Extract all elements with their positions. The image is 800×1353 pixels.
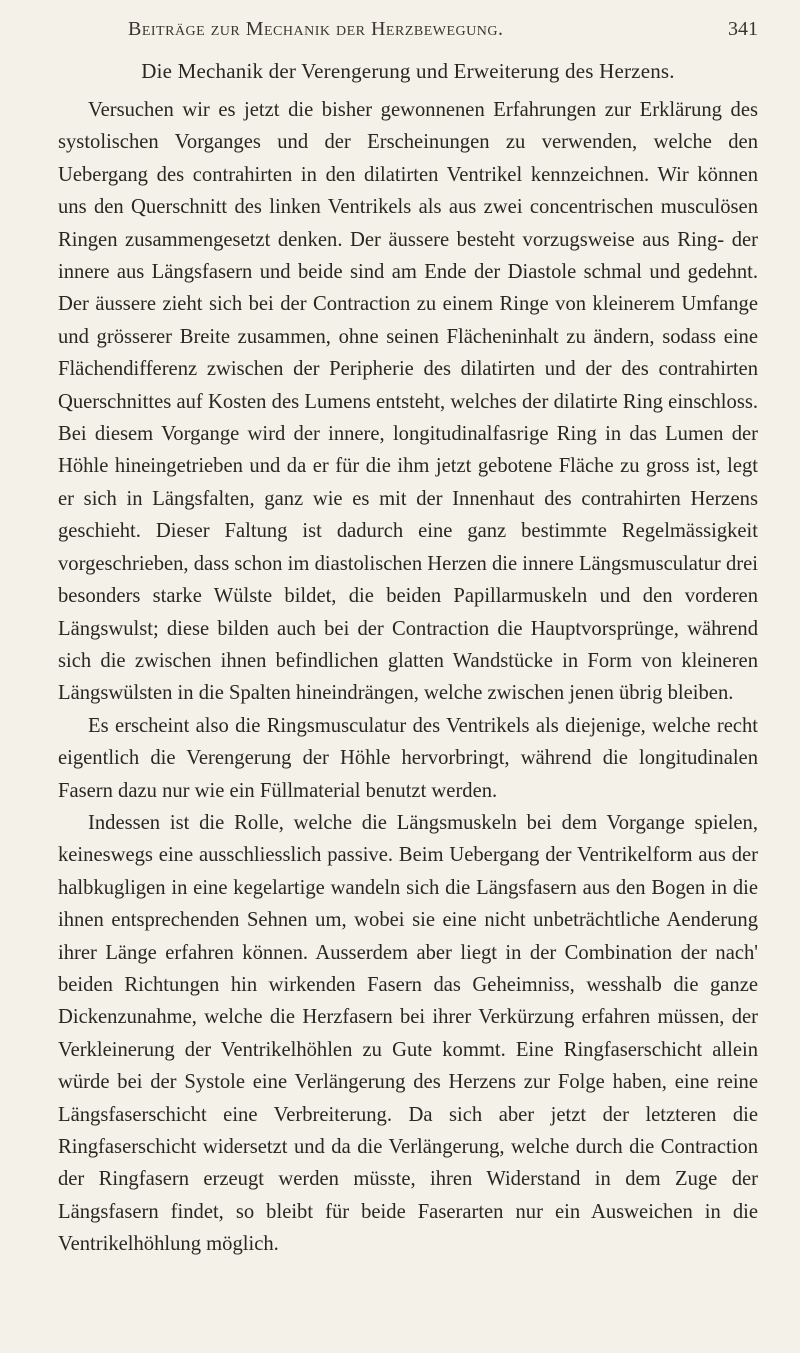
paragraph-3: Indessen ist die Rolle, welche die Längsmuskeln bei dem Vorgange spielen, keineswegs eine ausschliesslich passive. Beim Uebergang der Ventrikelform aus der halbkugligen in eine kegelartige wandeln sich die Längsfasern aus den Bogen in die ihnen entsprechenden Sehnen um, wobei sie eine nicht unbeträchtliche Aenderung ihrer Länge erfahren können. Ausserdem aber liegt in der Combination der nach' beiden Richtungen hin wirkenden Fasern das Geheimniss, wesshalb die ganze Dickenzunahme, welche die Herzfasern bei ihrer Verkürzung erfahren müssen, der Verkleinerung der Ventrikelhöhlen zu Gute kommt. Eine Ringfaserschicht allein würde bei der Systole eine Verlängerung des Herzens zur Folge haben, eine reine Längsfaserschicht eine Verbreiterung. Da sich aber jetzt der letzteren die Ringfaserschicht widersetzt und da die Verlängerung, welche durch die Contraction der Ringfasern erzeugt werden müsste, ihren Widerstand in dem Zuge der Längsfasern findet, so bleibt für beide Faserarten nur ein Ausweichen in die Ventrikelhöhlung möglich.: [58, 811, 758, 1256]
running-header: [0, 18, 800, 48]
section-title: Die Mechanik der Verengerung und Erweiterung des Herzens.: [141, 59, 675, 83]
running-title: Beiträge zur Mechanik der Herzbewegung.: [128, 18, 504, 40]
body-text: [58, 55, 758, 1261]
paragraph-1: Versuchen wir es jetzt die bisher gewonnenen Erfahrungen zur Erklärung des systolischen Vorganges und der Erscheinungen zu verwenden, welche den Uebergang des contrahirten in den dilatirten Ventrikel kennzeichnen. Wir können uns den Querschnitt des linken Ventrikels als aus zwei concentrischen musculösen Ringen zusammengesetzt denken. Der äussere besteht vorzugsweise aus Ring- der innere aus Längsfasern und beide sind am Ende der Diastole schmal und gedehnt. Der äussere zieht sich bei der Contraction zu einem Ringe von kleinerem Umfange und grösserer Breite zusammen, ohne seinen Flächeninhalt zu ändern, sodass eine Flächendifferenz zwischen der Peripherie des dilatirten und der des contrahirten Querschnittes auf Kosten des Lumens entsteht, welches der dilatirte Ring einschloss. Bei diesem Vorgange wird der innere, longitudinalfasrige Ring in das Lumen der Höhle hineingetrieben und da er für die ihm jetzt gebotene Fläche zu gross ist, legt er sich in Längsfalten, ganz wie es mit der Innenhaut des contrahirten Herzens geschieht. Dieser Faltung ist dadurch eine ganz bestimmte Regelmässigkeit vorgeschrieben, dass schon im diastolischen Herzen die innere Längsmusculatur drei besonders starke Wülste bildet, die beiden Papillarmuskeln und den vorderen Längswulst; diese bilden auch bei der Contraction die Hauptvorsprünge, während sich die zwischen ihnen befindlichen glatten Wandstücke in Form von kleineren Längswülsten in die Spalten hineindrängen, welche zwischen jenen übrig bleiben.: [58, 99, 758, 705]
page-number: 341: [728, 18, 758, 40]
paragraph-2: Es erscheint also die Ringsmusculatur des Ventrikels als diejenige, welche recht eigentlich die Verengerung der Höhle hervorbringt, während die longitudinalen Fasern dazu nur wie ein Füllmaterial benutzt werden.: [58, 714, 758, 802]
